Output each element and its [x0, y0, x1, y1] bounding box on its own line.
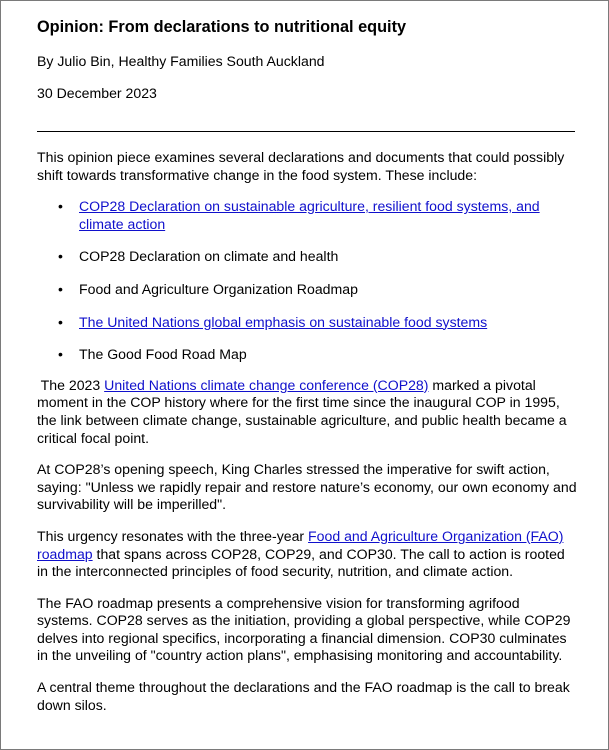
paragraph-text: This urgency resonates with the three-year	[37, 527, 309, 544]
article-body	[37, 149, 579, 728]
list-item	[37, 248, 579, 266]
cop28-declaration-agriculture-link[interactable]: COP28 Declaration on sustainable agriculture, resilient food systems, and climate action	[79, 198, 540, 232]
article-byline: By Julio Bin, Healthy Families South Auckland	[37, 53, 325, 69]
paragraph-king-charles: At COP28’s opening speech, King Charles stressed the imperative for swift action, saying: "Unless we rapidly repair and restore nature’s economy, our own economy and survivability will be imperilled".	[37, 461, 577, 513]
paragraph-fao-roadmap: The FAO roadmap presents a comprehensive vision for transforming agrifood systems. COP28 serves as the initiation, providing a global perspective, while COP29 delves into regional specifics, incorporating a financial dimension. COP30 culminates in the unveiling of "country action plans", emphasising monitoring and accountability.	[37, 594, 571, 664]
bullet-icon: •	[58, 313, 63, 330]
paragraph-text: that spans across COP28, COP29, and COP30. The call to action is rooted in the interconnected principles of food security, nutrition, and climate action.	[37, 545, 565, 580]
paragraph-cop28	[37, 377, 579, 447]
bullet-icon: •	[58, 280, 63, 297]
list-item	[37, 314, 579, 332]
bullet-icon: •	[58, 198, 63, 215]
list-item-text: The Good Food Road Map	[79, 346, 247, 363]
declarations-list	[37, 198, 579, 364]
list-item-text: COP28 Declaration on climate and health	[79, 248, 339, 265]
paragraph-text: marked a pivotal moment in the COP history where for the first time since the inaugural COP in 1995, the link between climate change, sustainable agriculture, and public health became a critical focal point.	[37, 376, 567, 446]
bullet-icon: •	[58, 248, 63, 265]
horizontal-rule	[37, 131, 575, 132]
fao-roadmap-link[interactable]: Food and Agriculture Organization (FAO) roadmap	[37, 527, 564, 562]
cop28-conference-link[interactable]: United Nations climate change conference (COP28)	[104, 376, 429, 393]
un-sustainable-food-systems-link[interactable]: The United Nations global emphasis on sustainable food systems	[79, 313, 488, 330]
list-item-text: Food and Agriculture Organization Roadmap	[79, 280, 358, 297]
intro-paragraph: This opinion piece examines several declarations and documents that could possibly shift towards transformative change in the food system. These include:	[37, 149, 565, 183]
paragraph-text: The 2023	[37, 376, 105, 393]
paragraph-urgency	[37, 528, 579, 581]
list-item	[37, 198, 579, 233]
article-title: Opinion: From declarations to nutritional equity	[37, 18, 407, 36]
bullet-icon: •	[58, 346, 63, 363]
article-date: 30 December 2023	[37, 85, 157, 101]
list-item	[37, 281, 579, 299]
paragraph-silos: A central theme throughout the declarations and the FAO roadmap is the call to break down silos.	[37, 679, 570, 713]
list-item	[37, 346, 579, 364]
